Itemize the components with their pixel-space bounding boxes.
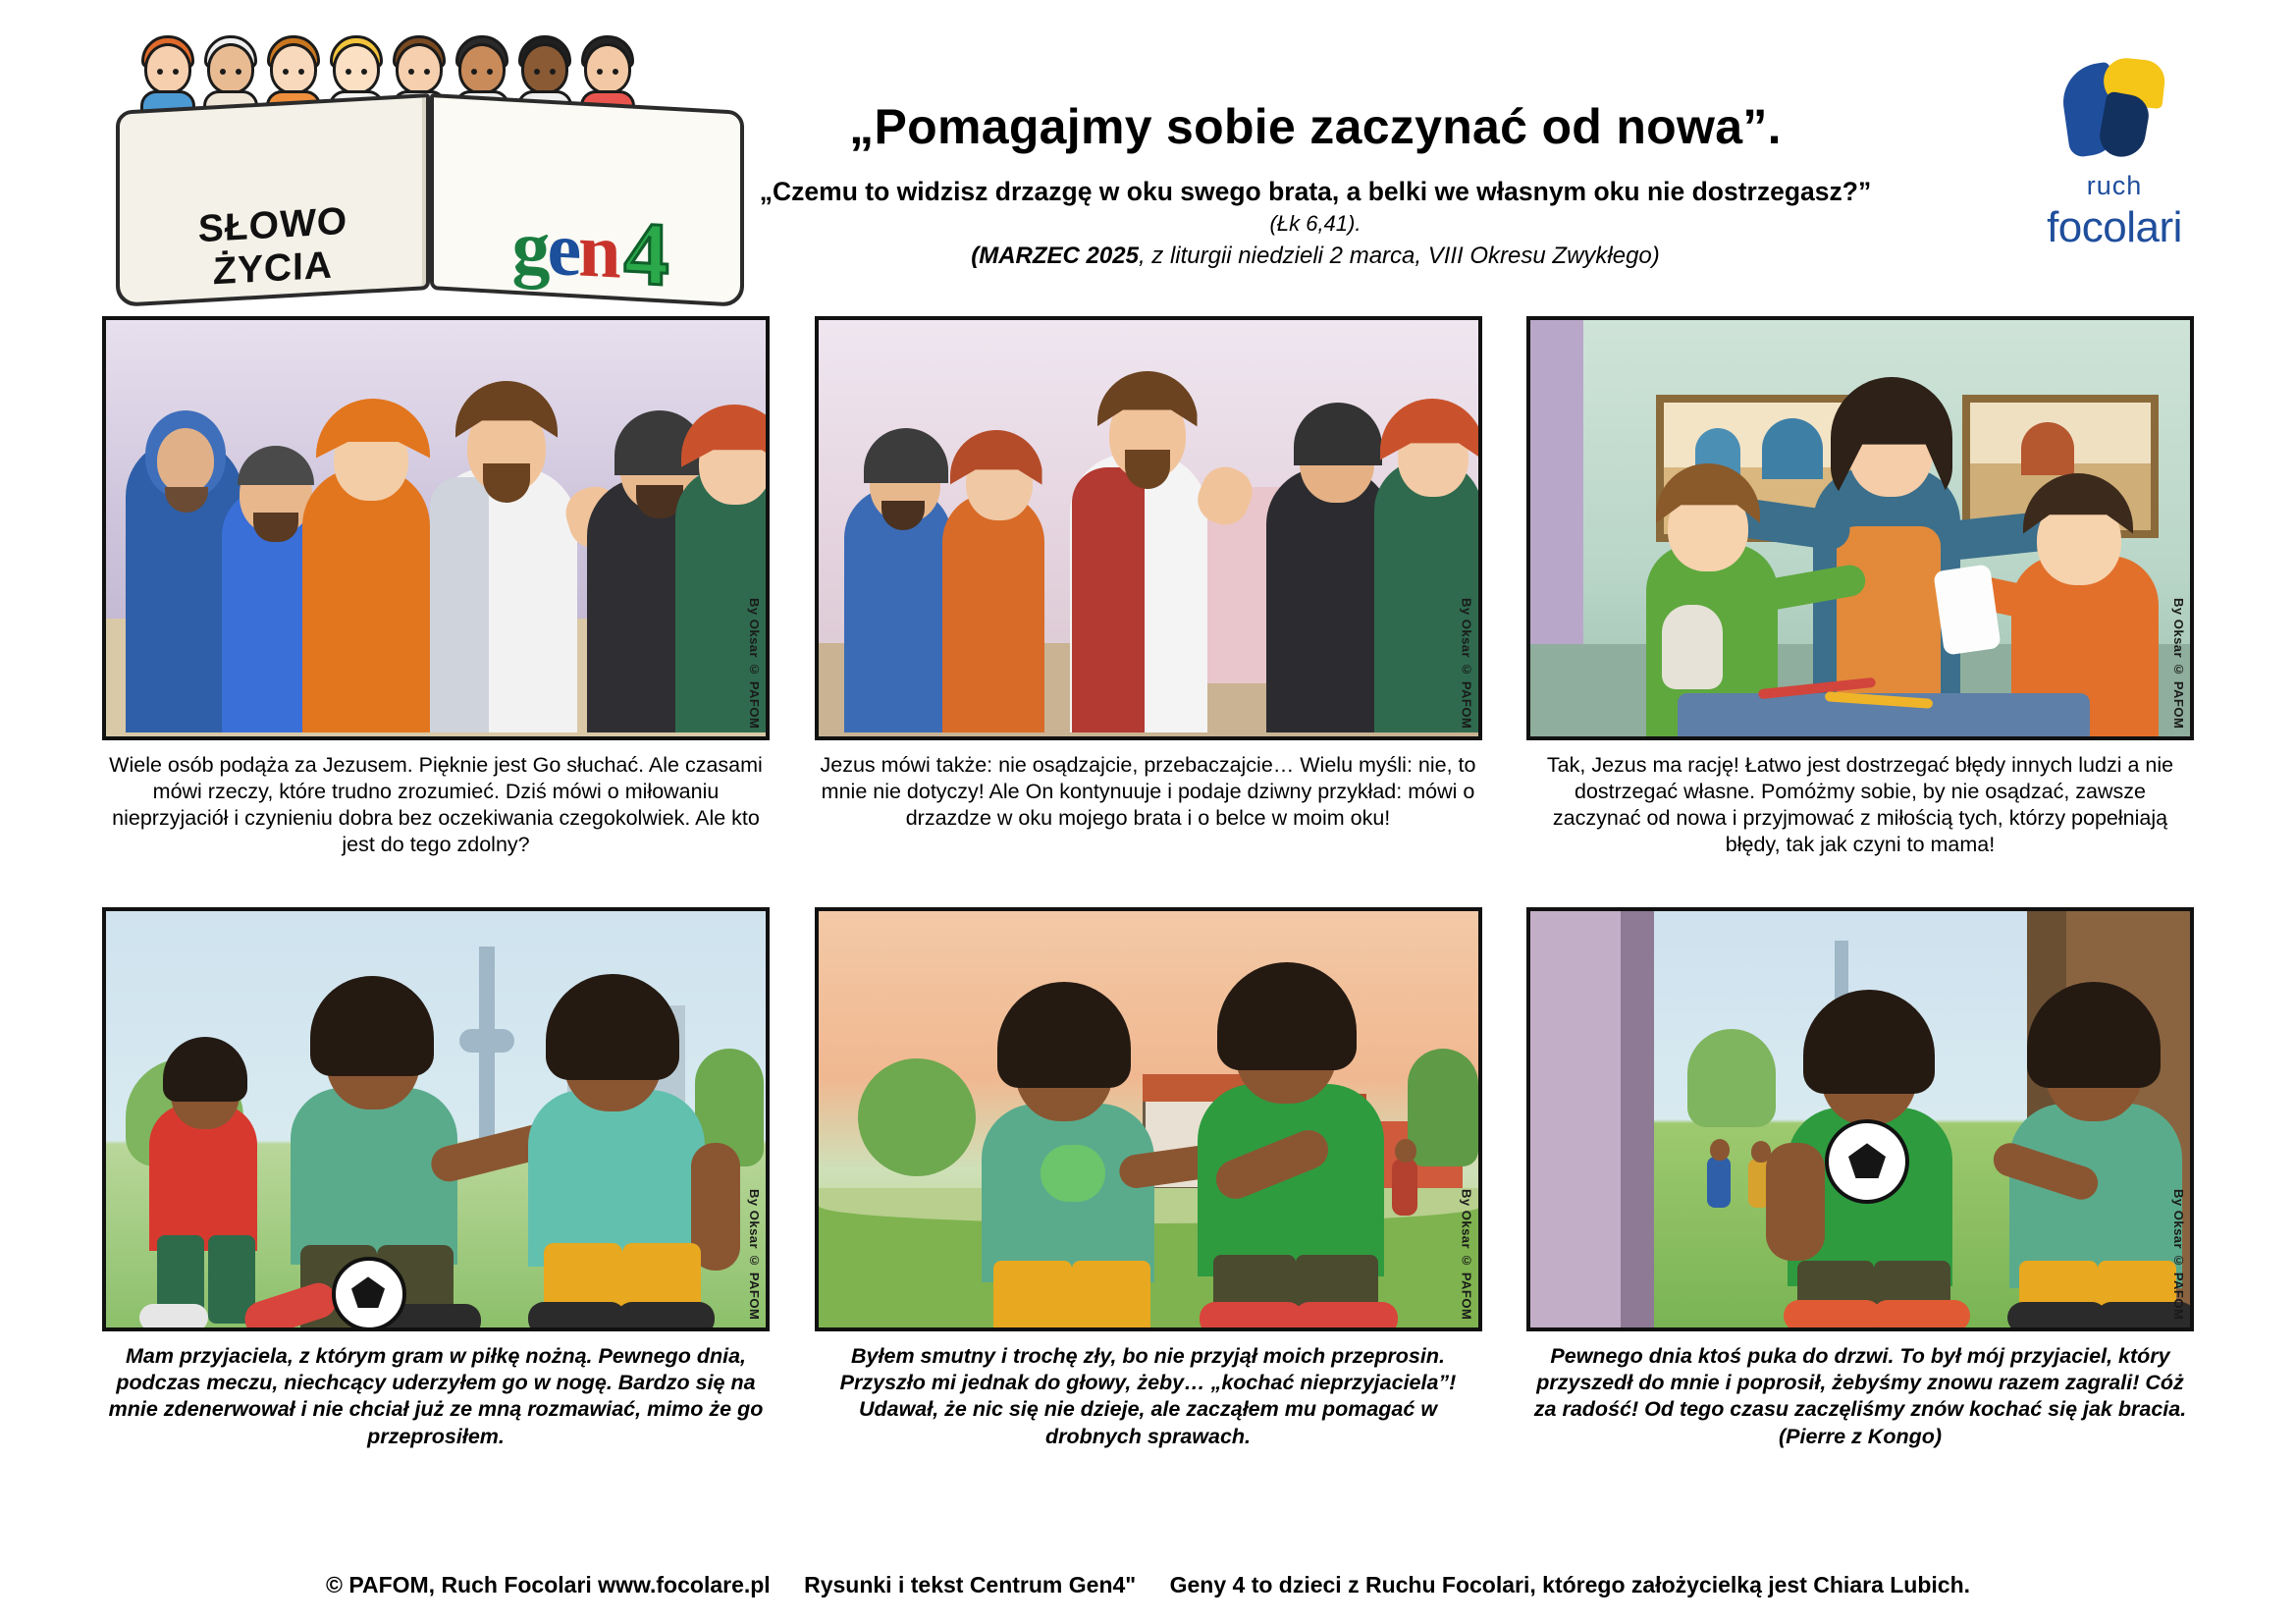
footer-copyright: © PAFOM, Ruch Focolari www.focolare.pl bbox=[325, 1572, 771, 1597]
page-header bbox=[0, 0, 2296, 314]
gen-letter-g: g bbox=[511, 202, 548, 291]
comic-strip bbox=[0, 316, 2296, 1450]
issue-line bbox=[648, 243, 1983, 270]
comic-cell-2 bbox=[815, 316, 1482, 858]
comic-panel-5 bbox=[815, 907, 1482, 1331]
focolari-brand-name: focolari bbox=[2047, 203, 2182, 251]
slowo-zycia-gen4-logo bbox=[108, 29, 677, 304]
panel-credit: By Oksar © PAFOM bbox=[1459, 1189, 1474, 1321]
footer-credits: Rysunki i tekst Centrum Gen4" bbox=[804, 1572, 1137, 1597]
footer-note: Geny 4 to dzieci z Ruchu Focolari, którego założycielką jest Chiara Lubich. bbox=[1169, 1572, 1971, 1597]
comic-row-1 bbox=[0, 316, 2296, 858]
panel-caption: Mam przyjaciela, z którym gram w piłkę nożną. Pewnego dnia, podczas meczu, niechcący uderzyłem go w nogę. Bardzo się na mnie zdenerwował i nie chciał już ze mną rozmawiać, mimo że go przeprosiłem. bbox=[108, 1344, 764, 1448]
comic-panel-1 bbox=[102, 316, 770, 740]
panel-credit: By Oksar © PAFOM bbox=[1459, 597, 1474, 729]
focolari-brand-top: ruch bbox=[2086, 171, 2143, 200]
comic-panel-4 bbox=[102, 907, 770, 1331]
panel-caption: Tak, Jezus ma rację! Łatwo jest dostrzegać błędy innych ludzi a nie dostrzegać własne. Pomóżmy sobie, by nie osądzać, zawsze zaczynać od nowa i przyjmować z miłością tych, którzy popełniają błędy, tak jak czyni to mama! bbox=[1546, 753, 2174, 857]
focolari-mark-icon bbox=[2051, 59, 2178, 167]
gen-letter-e: e bbox=[547, 204, 579, 293]
comic-panel-3 bbox=[1526, 316, 2194, 740]
comic-row-2 bbox=[0, 907, 2296, 1449]
comic-cell-5 bbox=[815, 907, 1482, 1449]
comic-cell-6 bbox=[1526, 907, 2194, 1449]
comic-panel-6 bbox=[1526, 907, 2194, 1331]
comic-cell-3 bbox=[1526, 316, 2194, 858]
slowo-line-1: SŁOWO bbox=[197, 199, 348, 251]
issue-month: (MARZEC 2025 bbox=[971, 243, 1139, 269]
comic-panel-2 bbox=[815, 316, 1482, 740]
page-footer bbox=[0, 1572, 2296, 1598]
title-block bbox=[648, 98, 1983, 270]
panel-caption: Pewnego dnia ktoś puka do drzwi. To był mój przyjaciel, który przyszedł do mnie i poprosił, żebyśmy znowu razem zagrali! Cóż za radość! Od tego czasu zaczęliśmy znów kochać się jak bracia. (Pierre z Kongo) bbox=[1533, 1344, 2187, 1448]
focolari-logo bbox=[1992, 59, 2237, 252]
panel-credit: By Oksar © PAFOM bbox=[2171, 597, 2186, 729]
panel-caption: Jezus mówi także: nie osądzajcie, przebaczajcie… Wielu myśli: nie, to mnie nie dotyczy! Ale On kontynuuje i podaje dziwny przykład: mówi o drzazdze w oku mojego brata i o belce w moim oku! bbox=[820, 753, 1476, 831]
panel-caption: Wiele osób podąża za Jezusem. Pięknie jest Go słuchać. Ale czasami mówi rzeczy, które trudno zrozumieć. Dziś mówi o miłowaniu nieprzyjaciół i czynieniu dobra bez oczekiwania czegokolwiek. Ale kto jest do tego zdolny? bbox=[109, 753, 763, 857]
page-title: „Pomagajmy sobie zaczynać od nowa”. bbox=[849, 99, 1782, 154]
slowo-line-2: ŻYCIA bbox=[213, 244, 333, 294]
panel-credit: By Oksar © PAFOM bbox=[2171, 1189, 2186, 1321]
slowo-zycia-text bbox=[135, 196, 410, 298]
comic-cell-1 bbox=[102, 316, 770, 858]
issue-detail: , z liturgii niedzieli 2 marca, VIII Okresu Zwykłego) bbox=[1138, 243, 1660, 269]
comic-cell-4 bbox=[102, 907, 770, 1449]
gen-number-4: 4 bbox=[623, 201, 667, 305]
gen-letter-n: n bbox=[578, 206, 618, 295]
panel-credit: By Oksar © PAFOM bbox=[747, 1189, 762, 1321]
panel-caption: Byłem smutny i trochę zły, bo nie przyjął moich przeprosin. Przyszło mi jednak do głowy, żeby… „kochać nieprzyjaciela”! Udawał, że nic się nie dzieje, ale zacząłem mu pomagać w drobnych sprawach. bbox=[839, 1344, 1457, 1448]
bible-verse-reference: (Łk 6,41). bbox=[1269, 211, 1362, 236]
bible-verse: „Czemu to widzisz drzazgę w oku swego brata, a belki we własnym oku nie dostrzegasz?” bbox=[759, 177, 1872, 206]
panel-credit: By Oksar © PAFOM bbox=[747, 597, 762, 729]
